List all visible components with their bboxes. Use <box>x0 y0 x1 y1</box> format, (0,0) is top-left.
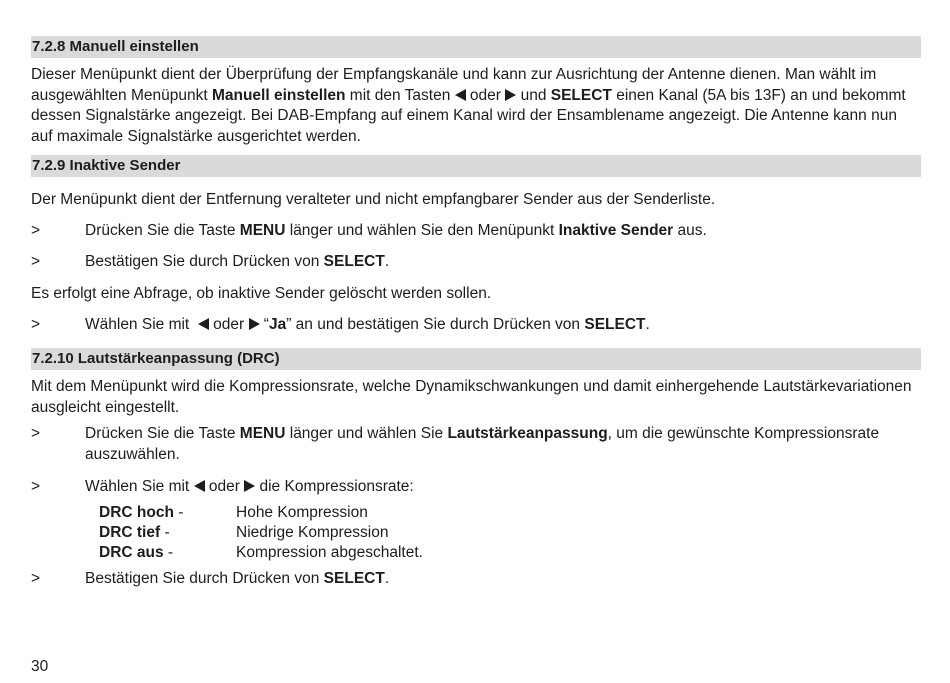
text-run: Drücken Sie die Taste <box>85 222 240 239</box>
bold-term: SELECT <box>550 86 612 104</box>
section-7-2-9-query: Es erfolgt eine Abfrage, ob inaktive Sender gelöscht werden sollen. <box>31 285 492 302</box>
text-run: einen Kanal (5A bis 13F) an und bekommt dessen Signalstärke angezeigt. Bei DAB-Empfang auf einem Kanal wird der Ensamblename angezeigt. Die Antenne kann nun auf maximale Signalstärke ausgerichtet werden. <box>31 86 906 145</box>
text-run: “ <box>259 316 269 333</box>
section-heading-7-2-10: 7.2.10 Lautstärkeanpassung (DRC) <box>31 348 921 370</box>
bullet-marker: > <box>31 253 41 270</box>
bold-term: Inaktive Sender <box>558 222 674 239</box>
text-run: mit den Tasten <box>345 86 455 104</box>
text-run: . <box>384 570 390 587</box>
step-text <box>85 252 885 273</box>
text-run: oder <box>208 316 249 333</box>
bold-term: Lautstärkeanpassung <box>447 425 608 442</box>
text-run: . <box>645 316 650 333</box>
text-run: oder <box>204 478 245 495</box>
text-run: länger und wählen Sie <box>285 425 448 442</box>
triangle-left-icon <box>455 89 466 101</box>
text-run: Bestätigen Sie durch Drücken von <box>85 253 324 270</box>
section-7-2-8-paragraph <box>31 65 921 147</box>
drc-option-value: Hohe Kompression <box>236 504 368 521</box>
text-run: länger und wählen Sie den Menüpunkt <box>285 222 559 239</box>
bold-term: Manuell einstellen <box>211 86 346 104</box>
triangle-right-icon <box>244 480 255 492</box>
text-run: und <box>516 86 551 104</box>
bullet-marker: > <box>31 478 41 495</box>
text-run: - <box>160 524 170 541</box>
text-run: Dieser Menüpunkt dient der Überprüfung der Empfangskanäle und kann zur Ausrichtung der Antenne dienen. Man wählt im ausgewählten Menüpunkt <box>31 66 877 104</box>
bold-term: SELECT <box>323 570 385 587</box>
text-run: Bestätigen Sie durch Drücken von <box>85 570 324 587</box>
bullet-marker: > <box>31 570 41 587</box>
manual-page <box>31 0 921 683</box>
text-run: aus. <box>673 222 707 239</box>
bold-term: MENU <box>239 425 286 442</box>
step-text <box>85 221 885 242</box>
triangle-right-icon <box>505 89 516 101</box>
triangle-left-icon <box>198 318 209 330</box>
drc-option-key <box>99 503 183 524</box>
drc-option-key <box>99 523 170 544</box>
drc-option-row <box>99 523 599 543</box>
text-run: ” an und bestätigen Sie durch Drücken von <box>286 316 585 333</box>
bullet-marker: > <box>31 316 41 333</box>
drc-option-row <box>99 543 599 563</box>
bold-term: Ja <box>268 316 287 333</box>
text-run: - <box>173 504 184 521</box>
text-run: , um die gewünschte Kompressionsrate auszuwählen. <box>85 425 880 463</box>
step-text <box>85 569 885 590</box>
text-run: die Kompressionsrate: <box>255 478 414 495</box>
step-text <box>85 315 885 336</box>
step-text <box>85 477 885 498</box>
bold-term: DRC tief <box>99 524 161 541</box>
step-text <box>85 424 885 465</box>
drc-option-row <box>99 503 599 523</box>
text-run: oder <box>465 86 506 104</box>
bullet-marker: > <box>31 222 41 239</box>
text-run: . <box>384 253 390 270</box>
text-run: Wählen Sie mit <box>85 478 194 495</box>
page-number: 30 <box>31 658 49 675</box>
triangle-left-icon <box>194 480 205 492</box>
text-run: Drücken Sie die Taste <box>85 425 240 442</box>
bold-term: SELECT <box>584 316 646 333</box>
bold-term: DRC hoch <box>99 504 174 521</box>
bullet-marker: > <box>31 425 41 442</box>
section-7-2-10-intro: Mit dem Menüpunkt wird die Kompressionsrate, welche Dynamikschwankungen und damit einhergehende Lautstärkevariationen ausgleicht eingestellt. <box>31 378 912 416</box>
text-run: - <box>163 544 174 561</box>
section-heading-7-2-8: 7.2.8 Manuell einstellen <box>31 36 921 58</box>
triangle-right-icon <box>249 318 260 330</box>
drc-option-key <box>99 543 173 564</box>
drc-option-value: Niedrige Kompression <box>236 524 389 541</box>
bold-term: SELECT <box>323 253 385 270</box>
drc-option-value: Kompression abgeschaltet. <box>236 544 423 561</box>
bold-term: DRC aus <box>99 544 164 561</box>
section-7-2-9-intro: Der Menüpunkt dient der Entfernung veralteter und nicht empfangbarer Sender aus der Senderliste. <box>31 191 716 208</box>
section-heading-7-2-9: 7.2.9 Inaktive Sender <box>31 155 921 177</box>
bold-term: MENU <box>239 222 286 239</box>
text-run: Wählen Sie mit <box>85 316 194 333</box>
